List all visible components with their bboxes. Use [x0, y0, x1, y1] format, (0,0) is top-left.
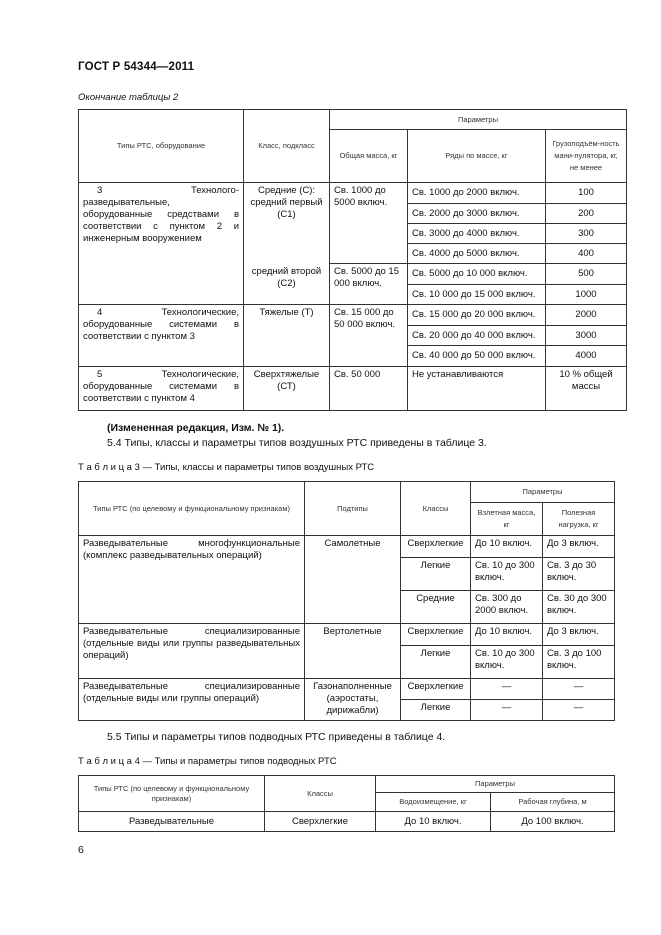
t3-takeoff: —: [471, 700, 543, 721]
t4-head-depth: Рабочая глубина, м: [491, 793, 615, 812]
t3-head-types: Типы РТС (по целевому и функциональному признакам): [79, 482, 305, 536]
t3-payload: —: [543, 700, 615, 721]
t3-payload: Св. 3 до 30 включ.: [543, 558, 615, 591]
t3-type-1: Разведывательные многофункциональные (комплекс разведывательных операций): [79, 536, 305, 624]
t4-type: Разведывательные: [79, 812, 265, 832]
t3-head-params: Параметры: [471, 482, 615, 503]
t3-takeoff: До 10 включ.: [471, 536, 543, 558]
table-3: [78, 481, 615, 721]
t3-takeoff: —: [471, 679, 543, 700]
t2-payload: 4000: [546, 346, 627, 367]
t2-mass-c2: Св. 5000 до 15 000 включ.: [330, 264, 408, 305]
t2-row: Св. 15 000 до 20 000 включ.: [408, 305, 546, 326]
t2-row: Св. 4000 до 5000 включ.: [408, 244, 546, 264]
t3-head-takeoff: Взлетная масса, кг: [471, 503, 543, 536]
paragraph-5-5: 5.5 Типы и параметры типов подводных РТС приведены в таблице 4.: [107, 731, 446, 743]
t2-payload: 200: [546, 204, 627, 224]
t2-head-params: Параметры: [330, 110, 627, 130]
t2-payload: 300: [546, 224, 627, 244]
t2-payload: 400: [546, 244, 627, 264]
t4-head-classes: Классы: [265, 776, 376, 812]
t2-row: Не устанавливаются: [408, 367, 546, 411]
t3-payload: До 3 включ.: [543, 536, 615, 558]
t3-takeoff: До 10 включ.: [471, 624, 543, 646]
t3-class: Средние: [401, 591, 471, 624]
t3-takeoff: Св. 10 до 300 включ.: [471, 558, 543, 591]
table-2: [78, 109, 627, 411]
t4-depth: До 100 включ.: [491, 812, 615, 832]
t2-row: Св. 2000 до 3000 включ.: [408, 204, 546, 224]
t3-head-subtypes: Подтипы: [305, 482, 401, 536]
t3-payload: До 3 включ.: [543, 624, 615, 646]
t3-class: Сверхлегкие: [401, 624, 471, 646]
table3-caption: Т а б л и ц а 3 — Типы, классы и параметры типов воздушных РТС: [78, 462, 375, 473]
t2-mass-st: Св. 50 000: [330, 367, 408, 411]
t3-type-3: Разведывательные специализированные (отдельные виды или группы операций): [79, 679, 305, 721]
t2-payload: 500: [546, 264, 627, 285]
t3-class: Легкие: [401, 558, 471, 591]
t2-class-st: Сверхтяжелые (СТ): [244, 367, 330, 411]
t3-payload: —: [543, 679, 615, 700]
table2-caption: Окончание таблицы 2: [78, 92, 179, 103]
t4-displacement: До 10 включ.: [376, 812, 491, 832]
t2-type-3: 5 Технологические, оборудованные системами в соответствии с пунктом 4: [79, 367, 244, 411]
table4-caption: Т а б л и ц а 4 — Типы и параметры типов подводных РТС: [78, 756, 337, 767]
t2-row: Св. 10 000 до 15 000 включ.: [408, 285, 546, 305]
t2-payload: 1000: [546, 285, 627, 305]
t3-payload: Св. 30 до 300 включ.: [543, 591, 615, 624]
t2-head-payload: Грузоподъём-ность мани-пулятора, кг, не менее: [546, 130, 627, 183]
amendment-note: (Измененная редакция, Изм. № 1).: [107, 422, 285, 434]
t4-head-params: Параметры: [376, 776, 615, 793]
t2-head-mass: Общая масса, кг: [330, 130, 408, 183]
table-4: [78, 775, 615, 832]
page-number: 6: [78, 844, 84, 856]
t4-class: Сверхлегкие: [265, 812, 376, 832]
t2-class-t: Тяжелые (Т): [244, 305, 330, 367]
t3-payload: Св. 3 до 100 включ.: [543, 646, 615, 679]
t3-class: Сверхлегкие: [401, 536, 471, 558]
t3-subtype-1: Самолетные: [305, 536, 401, 624]
t2-head-rows: Ряды по массе, кг: [408, 130, 546, 183]
t3-takeoff: Св. 300 до 2000 включ.: [471, 591, 543, 624]
t4-head-types: Типы РТС (по целевому и функциональному признакам): [79, 776, 265, 812]
t2-payload: 3000: [546, 326, 627, 346]
t3-subtype-3: Газонаполненные (аэростаты, дирижабли): [305, 679, 401, 721]
t2-row: Св. 40 000 до 50 000 включ.: [408, 346, 546, 367]
t2-mass-c1: Св. 1000 до 5000 включ.: [330, 183, 408, 264]
document-header: ГОСТ Р 54344—2011: [78, 61, 195, 73]
t3-subtype-2: Вертолетные: [305, 624, 401, 679]
t3-class: Сверхлегкие: [401, 679, 471, 700]
t2-mass-t: Св. 15 000 до 50 000 включ.: [330, 305, 408, 367]
t2-row: Св. 3000 до 4000 включ.: [408, 224, 546, 244]
t2-row: Св. 20 000 до 40 000 включ.: [408, 326, 546, 346]
t3-takeoff: Св. 10 до 300 включ.: [471, 646, 543, 679]
t2-type-1: 3 Технолого-разведывательные, оборудованные средствами в соответствии с пунктом 2 и инженерным вооружением: [79, 183, 244, 305]
t2-payload: 10 % общей массы: [546, 367, 627, 411]
t2-head-types: Типы РТС, оборудование: [79, 110, 244, 183]
t2-head-class: Класс, подкласс: [244, 110, 330, 183]
t2-type-2: 4 Технологические, оборудованные системами в соответствии с пунктом 3: [79, 305, 244, 367]
t3-type-2: Разведывательные специализированные (отдельные виды или группы разведывательных операций): [79, 624, 305, 679]
t2-payload: 2000: [546, 305, 627, 326]
paragraph-5-4: 5.4 Типы, классы и параметры типов воздушных РТС приведены в таблице 3.: [107, 437, 487, 449]
t3-class: Легкие: [401, 700, 471, 721]
t3-class: Легкие: [401, 646, 471, 679]
t2-row: Св. 1000 до 2000 включ.: [408, 183, 546, 204]
t2-class-c2: средний второй (С2): [244, 264, 330, 305]
t2-payload: 100: [546, 183, 627, 204]
t2-row: Св. 5000 до 10 000 включ.: [408, 264, 546, 285]
t2-class-c1: Средние (С): средний первый (С1): [244, 183, 330, 264]
t4-head-displacement: Водоизмещение, кг: [376, 793, 491, 812]
t3-head-classes: Классы: [401, 482, 471, 536]
t3-head-payload: Полезная нагрузка, кг: [543, 503, 615, 536]
